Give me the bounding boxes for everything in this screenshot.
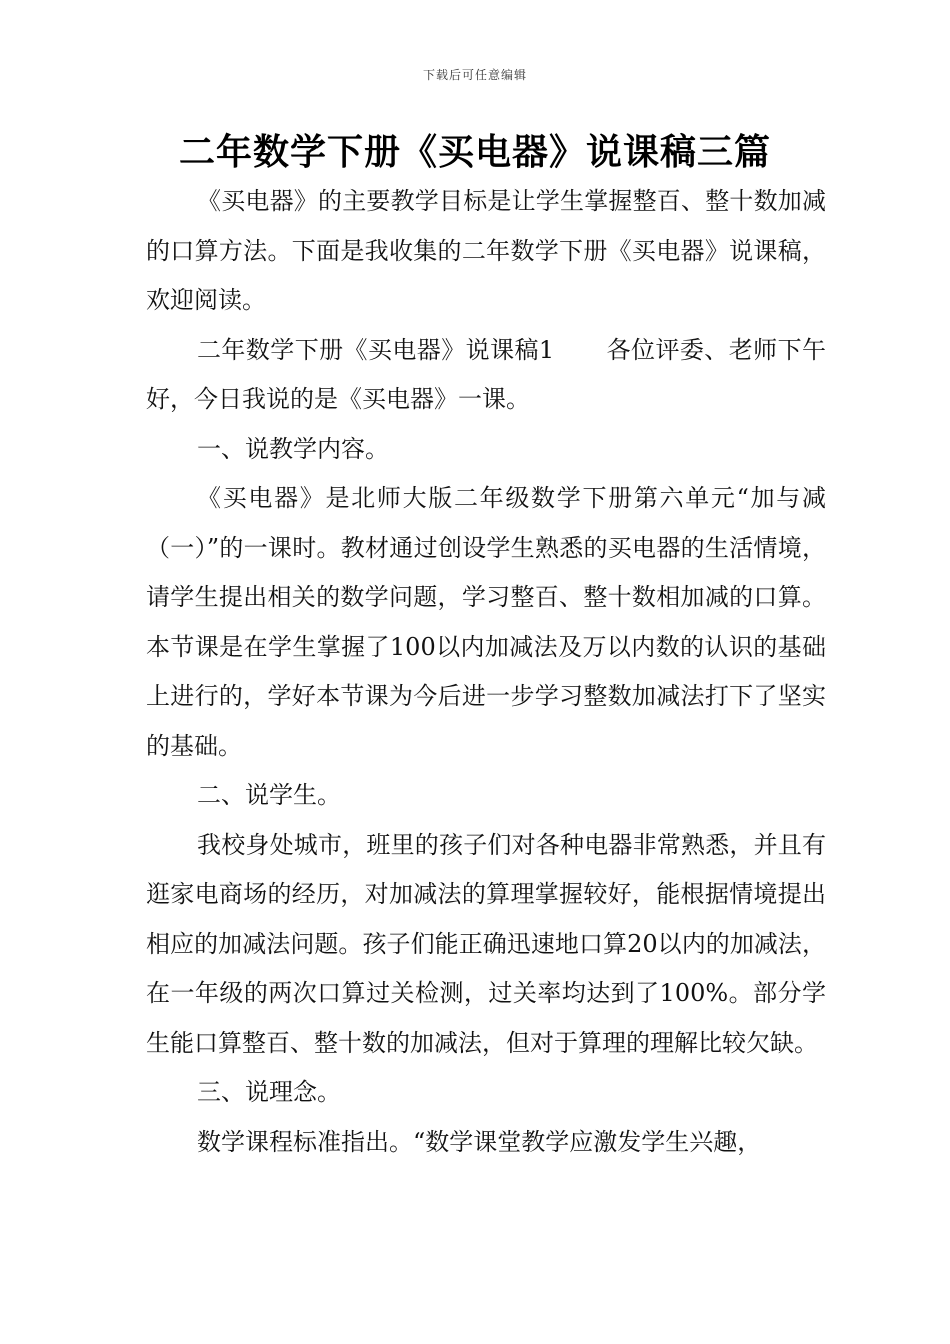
section1-opening: 各位评委、老师下午好，今日我说的是《买电器》一课。 — [146, 335, 826, 413]
header-note: 下载后可任意编辑 — [422, 68, 527, 82]
document-body — [146, 177, 826, 1167]
heading-teaching-content: 一、说教学内容。 — [197, 434, 389, 463]
philosophy-paragraph: 数学课程标准指出。“数学课堂教学应激发学生兴趣， — [197, 1127, 762, 1156]
students-paragraph: 我校身处城市，班里的孩子们对各种电器非常熟悉，并且有逛家电商场的经历，对加减法的算理掌握较好，能根据情境提出相应的加减法问题。孩子们能正确迅速地口算20以内的加减法，在一年级的两次口算过关检测，过关率均达到了100%。部分学生能口算整百、整十数的加减法，但对于算理的理解比较欠缺。 — [146, 830, 826, 1057]
teaching-content-paragraph: 《买电器》是北师大版二年级数学下册第六单元“加与减（一）”的一课时。教材通过创设学生熟悉的买电器的生活情境，请学生提出相关的数学问题，学习整百、整十数相加减的口算。本节课是在学生掌握了100以内加减法及万以内数的认识的基础上进行的，学好本节课为今后进一步学习整数加减法打下了坚实的基础。 — [146, 484, 826, 760]
document-title: 二年数学下册《买电器》说课稿三篇 — [178, 132, 771, 173]
heading-students: 二、说学生。 — [197, 781, 341, 809]
intro-paragraph: 《买电器》的主要教学目标是让学生掌握整百、整十数加减的口算方法。下面是我收集的二年数学下册《买电器》说课稿，欢迎阅读。 — [146, 187, 826, 314]
section1-title: 二年数学下册《买电器》说课稿1 — [197, 335, 555, 364]
heading-philosophy: 三、说理念。 — [197, 1078, 341, 1106]
section1-paragraph — [146, 326, 826, 425]
